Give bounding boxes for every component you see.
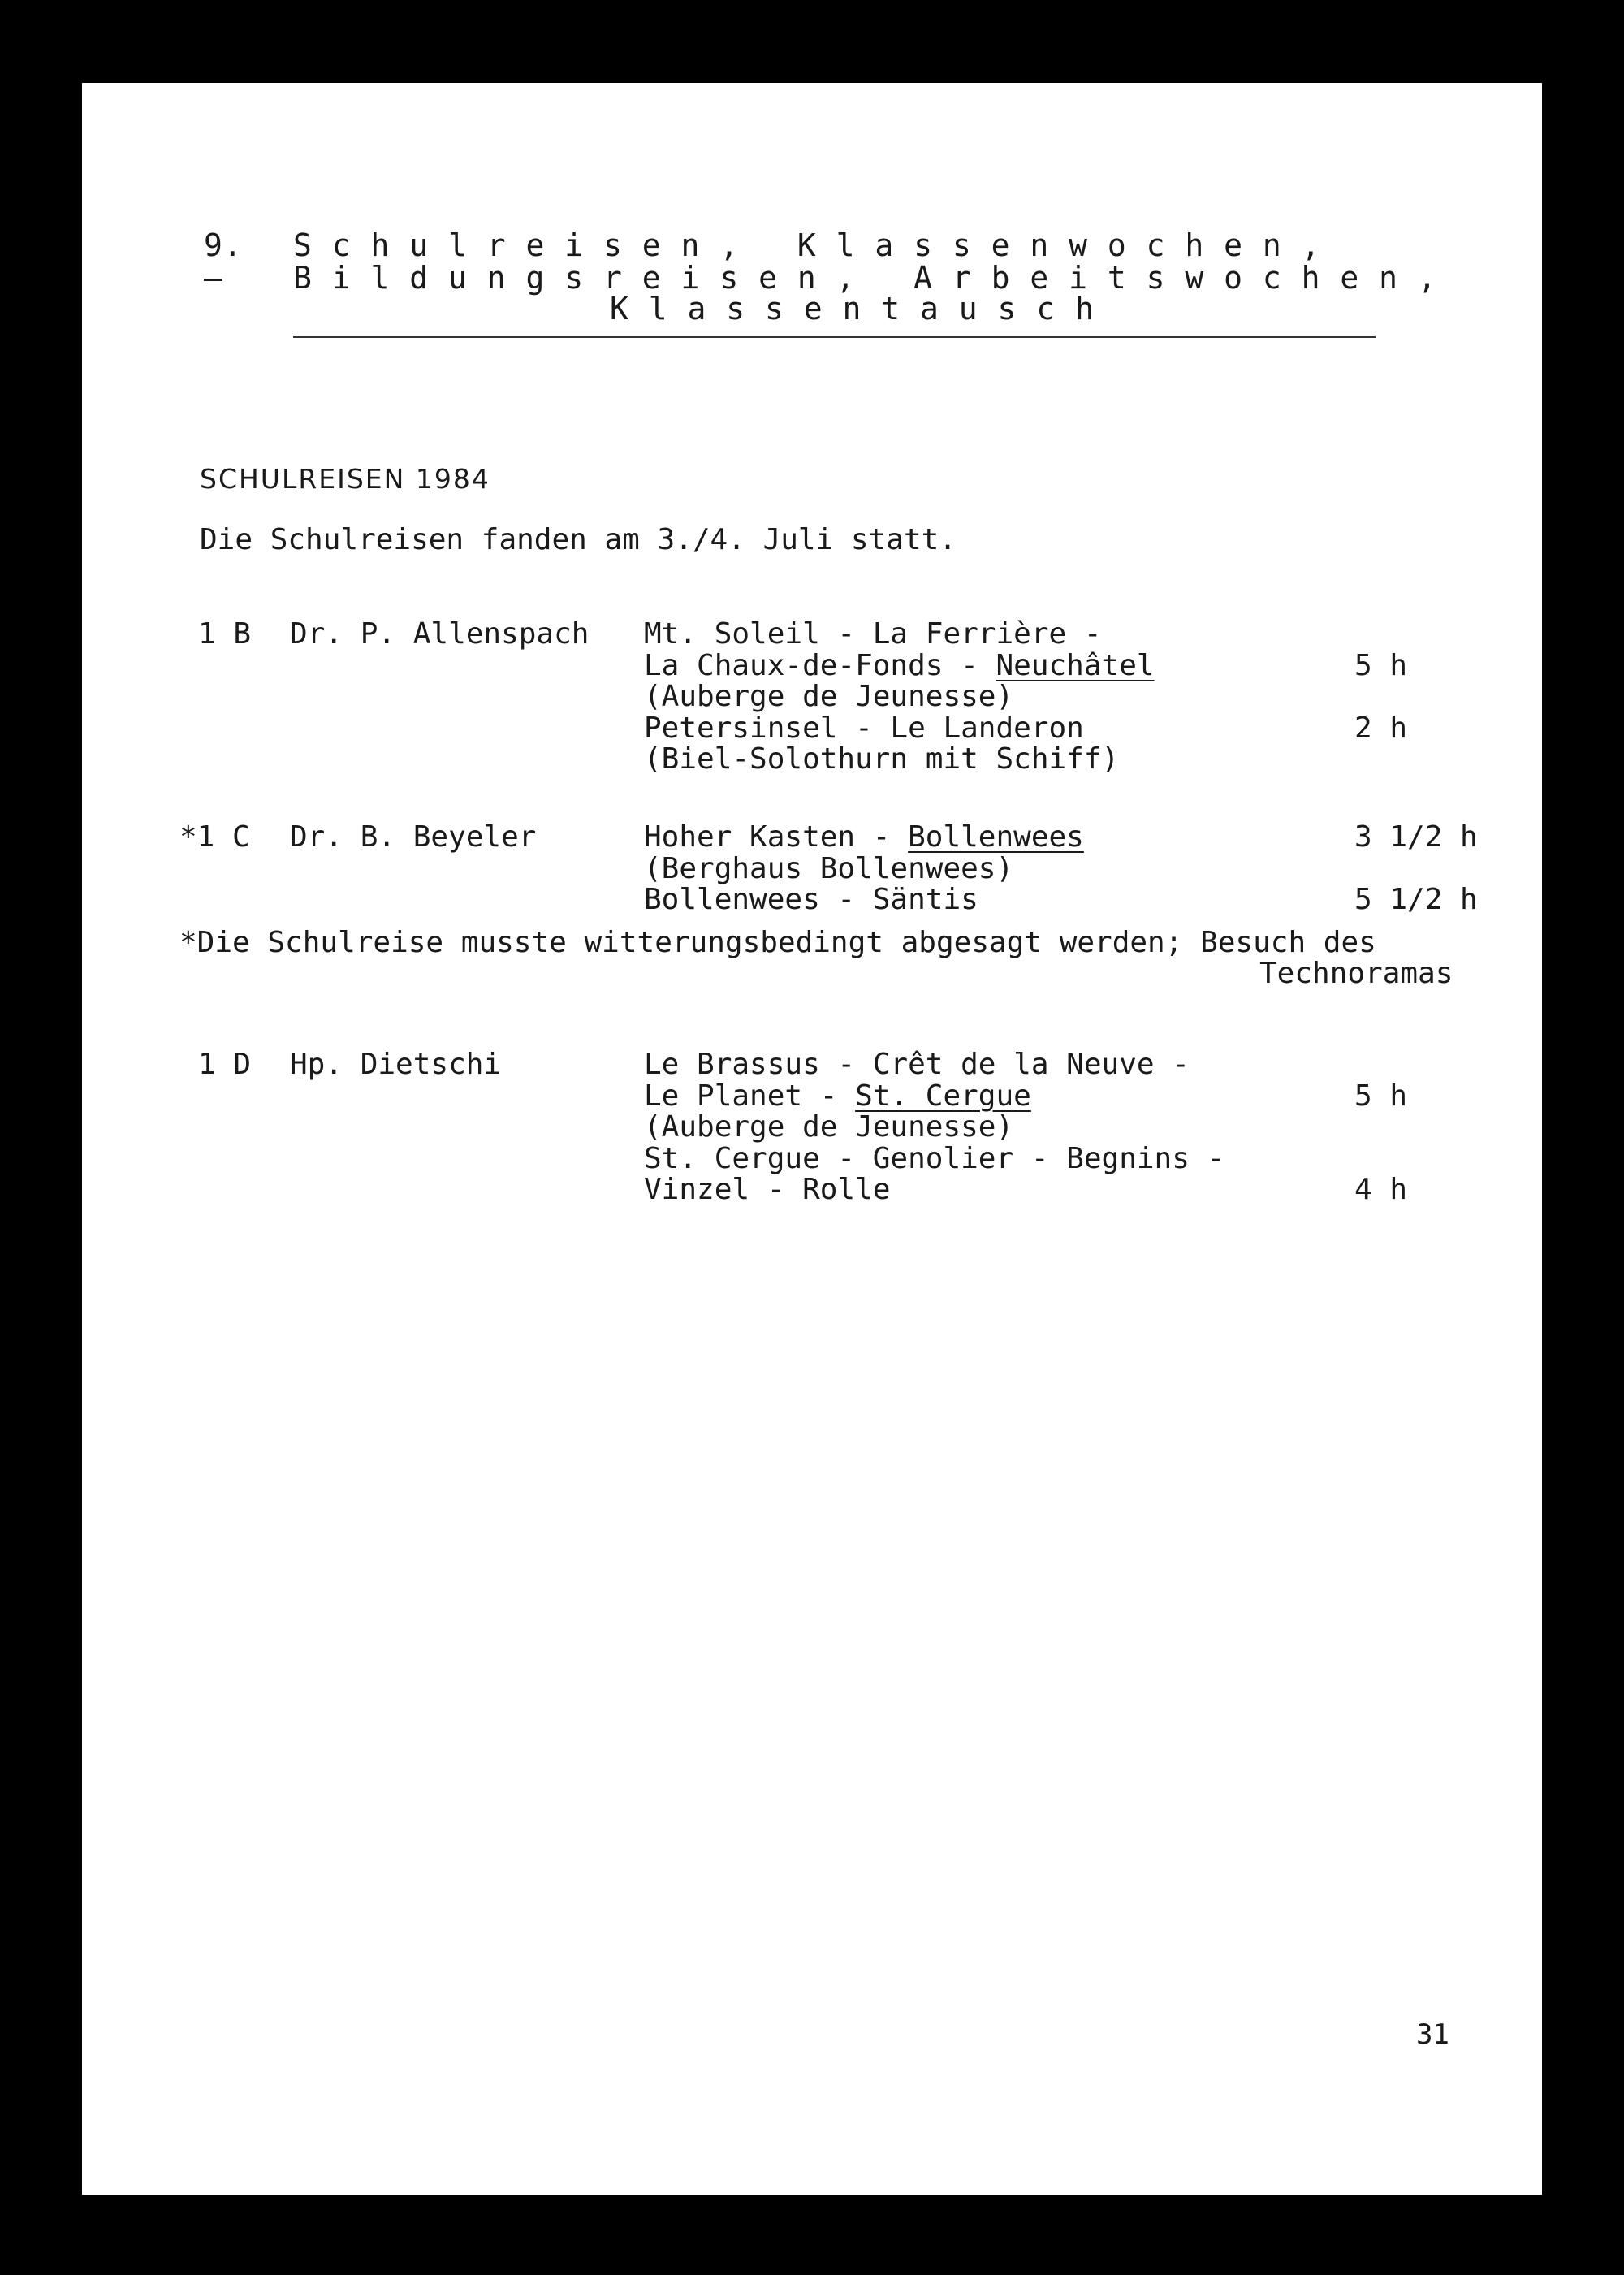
route-line (644, 648, 1155, 682)
route-text: (Auberge de Jeunesse) (644, 680, 1014, 713)
route-text: (Biel-Solothurn mit Schiff) (644, 742, 1120, 776)
route-text: St. Cergue - Genolier - Begnins - (644, 1141, 1225, 1175)
route-text: (Auberge de Jeunesse) (644, 1110, 1014, 1144)
route-text: Vinzel - Rolle (644, 1173, 891, 1206)
route-line (644, 713, 1084, 744)
document-page (82, 83, 1542, 2195)
route-duration: 5 h (1354, 1079, 1408, 1113)
route-duration: 4 h (1354, 1173, 1408, 1206)
section-number: 9. (204, 227, 243, 263)
route-line (644, 1141, 1225, 1175)
section-dash: — (204, 260, 223, 296)
heading-underline (293, 336, 1376, 338)
route-destination: St. Cergue (855, 1079, 1031, 1113)
route-text: Petersinsel - Le Landeron (644, 711, 1084, 745)
trip-teacher: Dr. P. Allenspach (290, 617, 590, 651)
trip-teacher: Dr. B. Beyeler (290, 820, 537, 854)
route-line (644, 681, 1013, 712)
intro-text: Die Schulreisen fanden am 3./4. Juli statt. (200, 523, 957, 556)
route-duration: 5 h (1354, 648, 1408, 682)
route-text: Le Brassus - Crêt de la Neuve - (644, 1048, 1190, 1081)
route-duration: 2 h (1354, 711, 1408, 745)
route-line (644, 1174, 890, 1205)
route-text: (Berghaus Bollenwees) (644, 851, 1014, 885)
trip-class: 1 B (198, 617, 252, 651)
route-destination: Bollenwees (908, 820, 1084, 854)
footnote-line-2: Technoramas (1259, 957, 1453, 990)
trip-class: 1 D (198, 1048, 252, 1081)
route-line (644, 884, 978, 915)
route-line (644, 1081, 1031, 1112)
page-number: 31 (1416, 2018, 1449, 2051)
route-line (644, 851, 1014, 885)
section-title: SCHULREISEN 1984 (200, 463, 490, 495)
route-line (644, 1049, 1190, 1080)
route-text: La Chaux-de-Fonds - (644, 648, 996, 682)
route-text: Bollenwees - Säntis (644, 883, 978, 916)
route-text: Hoher Kasten - (644, 820, 909, 854)
footnote-line-1: *Die Schulreise musste witterungsbedingt abgesagt werden; Besuch des (179, 926, 1376, 959)
route-duration: 3 1/2 h (1354, 820, 1478, 854)
route-line (644, 619, 1102, 650)
heading-line-2: B i l d u n g s r e i s e n , A r b e i t s w o c h e n , (293, 260, 1437, 296)
heading-line-1: S c h u l r e i s e n , K l a s s e n w o c h e n , (293, 227, 1321, 263)
route-line (644, 822, 1084, 853)
trip-teacher: Hp. Dietschi (290, 1048, 502, 1081)
route-line (644, 744, 1119, 775)
trip-class: *1 C (179, 820, 250, 854)
route-text: Le Planet - (644, 1079, 856, 1113)
route-line (644, 1112, 1013, 1143)
heading-line-3: K l a s s e n t a u s c h (610, 291, 1095, 327)
route-text: Mt. Soleil - La Ferrière - (644, 617, 1102, 651)
route-duration: 5 1/2 h (1354, 883, 1478, 916)
route-destination: Neuchâtel (996, 648, 1155, 682)
